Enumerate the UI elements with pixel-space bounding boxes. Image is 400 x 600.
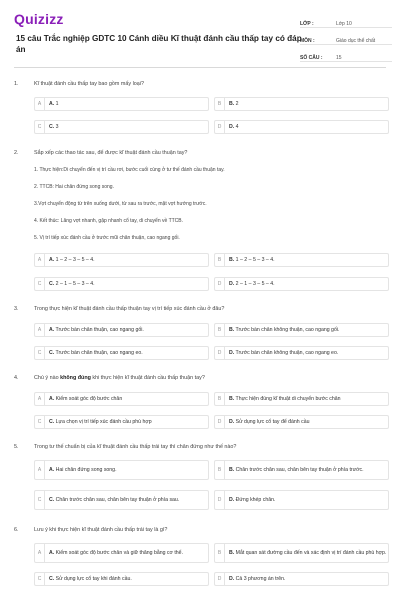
question-1 xyxy=(14,81,386,141)
option-letter: A xyxy=(35,461,45,479)
question-text: Kĩ thuật đánh cầu thấp tay bao gồm mấy loại? xyxy=(34,81,144,87)
option-d[interactable] xyxy=(214,490,389,510)
question-text: Trong tư thế chuẩn bị của kĩ thuật đánh cầu thấp trái tay thì chân đứng như thế nào? xyxy=(34,444,237,450)
option-key: A. xyxy=(49,100,55,107)
option-key: C. xyxy=(49,575,55,582)
option-key: A. xyxy=(49,326,55,333)
question-4 xyxy=(14,375,386,435)
option-b[interactable] xyxy=(214,253,389,267)
option-letter: A xyxy=(35,393,45,405)
question-text: Chú ý nào không đúng khi thực hiện kĩ thuật đánh cầu thấp thuận tay? xyxy=(34,375,205,381)
option-b[interactable] xyxy=(214,543,389,563)
meta-value: Giáo dục thể chất xyxy=(336,38,376,44)
option-letter: C xyxy=(35,416,45,428)
option-letter: D xyxy=(215,573,225,585)
option-text: Sử dụng lực cổ tay để đánh cầu xyxy=(235,418,310,425)
worksheet-meta xyxy=(300,13,392,64)
option-text: Thực hiện đúng kĩ thuật di chuyển bước chân xyxy=(235,395,341,402)
worksheet-title: 15 câu Trắc nghiệp GDTC 10 Cánh diều Kĩ thuật đánh cầu thấp tay có đáp án xyxy=(16,34,302,54)
option-key: D. xyxy=(229,418,235,425)
option-key: C. xyxy=(49,123,55,130)
option-letter: B xyxy=(215,254,225,266)
option-letter: C xyxy=(35,278,45,290)
option-letter: D xyxy=(215,416,225,428)
option-text: Lựa chọn vị trí tiếp xúc đánh cầu phù hợp xyxy=(55,418,152,425)
option-a[interactable] xyxy=(34,97,209,111)
option-c[interactable] xyxy=(34,277,209,291)
option-letter: B xyxy=(215,98,225,110)
option-b[interactable] xyxy=(214,323,389,337)
option-c[interactable] xyxy=(34,490,209,510)
option-key: B. xyxy=(229,395,235,402)
option-text: Trước bàn chân không thuận, cao ngang gối. xyxy=(235,326,340,333)
option-letter: B xyxy=(215,461,225,479)
option-key: B. xyxy=(229,100,235,107)
option-text: 1 xyxy=(55,100,59,107)
option-text: 2 – 1 – 5 – 3 – 4. xyxy=(55,280,95,287)
option-letter: B xyxy=(215,544,225,562)
option-letter: C xyxy=(35,121,45,133)
step-item: 1. Thực hiện:Di chuyển đến vị trí cầu rơi, bước cuối cùng ở tư thế đánh cầu thuận tay. xyxy=(34,167,225,173)
option-d[interactable] xyxy=(214,346,389,360)
option-a[interactable] xyxy=(34,543,209,563)
step-item: 2. TTCB: Hai chân đứng song song. xyxy=(34,184,114,190)
option-letter: A xyxy=(35,544,45,562)
option-key: B. xyxy=(229,466,235,473)
question-number: 3. xyxy=(14,306,19,312)
option-d[interactable] xyxy=(214,415,389,429)
meta-value: Lớp 10 xyxy=(336,21,352,27)
option-key: D. xyxy=(229,349,235,356)
option-key: B. xyxy=(229,549,235,556)
question-text: Trong thực hiện kĩ thuật đánh cầu thấp thuận tay vị trí tiếp xúc đánh cầu ở đâu? xyxy=(34,306,225,312)
option-text: Kiểm soát góc độ bước chân xyxy=(55,395,123,402)
meta-row-subject xyxy=(300,30,392,45)
option-key: B. xyxy=(229,326,235,333)
option-text: Cả 3 phương án trên. xyxy=(235,575,286,582)
question-number: 2. xyxy=(14,150,19,156)
quizizz-logo: Quizizz xyxy=(14,11,64,27)
option-key: A. xyxy=(49,549,55,556)
meta-label: LỚP : xyxy=(300,21,314,27)
option-letter: C xyxy=(35,573,45,585)
option-key: C. xyxy=(49,280,55,287)
option-letter: B xyxy=(215,393,225,405)
question-number: 1. xyxy=(14,81,19,87)
emphasis-text: không đúng xyxy=(60,375,91,381)
option-text: 3 xyxy=(55,123,59,130)
option-c[interactable] xyxy=(34,120,209,134)
option-key: C. xyxy=(49,418,55,425)
option-letter: A xyxy=(35,324,45,336)
option-text: Trước bàn chân thuận, cao ngang eo. xyxy=(55,349,143,356)
option-b[interactable] xyxy=(214,460,389,480)
option-letter: A xyxy=(35,254,45,266)
meta-row-class xyxy=(300,13,392,28)
option-key: C. xyxy=(49,496,55,503)
option-letter: A xyxy=(35,98,45,110)
option-text: Trước bàn chân thuận, cao ngang gối. xyxy=(55,326,144,333)
option-a[interactable] xyxy=(34,392,209,406)
option-b[interactable] xyxy=(214,97,389,111)
option-text: 1 – 2 – 3 – 5 – 4. xyxy=(55,256,95,263)
option-key: A. xyxy=(49,395,55,402)
option-text: Chân trước chân sau, chân bên tay thuận ở phía sau. xyxy=(55,496,180,503)
option-text: Mắt quan sát đường cầu đến và xác định vị trí đánh cầu phù hợp. xyxy=(235,549,387,556)
meta-value: 15 xyxy=(336,55,342,61)
meta-row-count xyxy=(300,47,392,62)
option-a[interactable] xyxy=(34,253,209,267)
question-number: 6. xyxy=(14,527,19,533)
option-text: 1 – 2 – 5 – 3 – 4. xyxy=(235,256,275,263)
option-letter: D xyxy=(215,278,225,290)
option-text: Sử dụng lực cổ tay khi đánh cầu. xyxy=(55,575,132,582)
option-key: A. xyxy=(49,256,55,263)
option-key: C. xyxy=(49,349,55,356)
question-number: 4. xyxy=(14,375,19,381)
option-b[interactable] xyxy=(214,392,389,406)
step-item: 3.Vợt chuyển động từ trên xuống dưới, từ sau ra trước, mặt vợt hướng trước. xyxy=(34,201,207,207)
meta-label: SỐ CÂU : xyxy=(300,55,323,61)
option-a[interactable] xyxy=(34,460,209,480)
option-d[interactable] xyxy=(214,572,389,586)
option-text: 2 xyxy=(235,100,239,107)
meta-label: MÔN : xyxy=(300,38,315,44)
question-6 xyxy=(14,527,386,597)
option-text: 4 xyxy=(235,123,239,130)
option-text: 2 – 1 – 3 – 5 – 4. xyxy=(235,280,275,287)
header-divider xyxy=(14,67,386,68)
option-text: Hai chân đứng song song. xyxy=(55,466,117,473)
option-key: D. xyxy=(229,575,235,582)
option-text: Đứng khép chân. xyxy=(235,496,276,503)
option-letter: D xyxy=(215,491,225,509)
question-3 xyxy=(14,306,386,366)
option-key: D. xyxy=(229,496,235,503)
option-text: Trước bàn chân không thuận, cao ngang eo. xyxy=(235,349,339,356)
question-text: Lưu ý khi thực hiện kĩ thuật đánh cầu thấp trái tay là gì? xyxy=(34,527,168,533)
option-key: B. xyxy=(229,256,235,263)
option-letter: C xyxy=(35,491,45,509)
option-text: Chân trước chân sau, chân bên tay thuận ở phía trước. xyxy=(235,466,364,473)
option-letter: D xyxy=(215,347,225,359)
option-letter: D xyxy=(215,121,225,133)
option-key: D. xyxy=(229,280,235,287)
option-letter: B xyxy=(215,324,225,336)
option-text: Kiểm soát góc độ bước chân và giữ thăng bằng cơ thể. xyxy=(55,549,184,556)
option-key: D. xyxy=(229,123,235,130)
step-item: 5. Vị trí tiếp xúc đánh cầu ở trước mũi chân thuận, cao ngang gối. xyxy=(34,235,180,241)
option-d[interactable] xyxy=(214,120,389,134)
question-number: 5. xyxy=(14,444,19,450)
option-c[interactable] xyxy=(34,415,209,429)
option-a[interactable] xyxy=(34,323,209,337)
question-text: Sắp xếp các thao tác sau, để được kĩ thuật đánh cầu thuận tay? xyxy=(34,150,188,156)
option-letter: C xyxy=(35,347,45,359)
option-key: A. xyxy=(49,466,55,473)
option-c[interactable] xyxy=(34,572,209,586)
step-item: 4. Kết thúc: Lăng vợt nhanh, gập nhanh cổ tay, di chuyển về TTCB. xyxy=(34,218,184,224)
option-d[interactable] xyxy=(214,277,389,291)
question-2 xyxy=(14,150,386,290)
question-5 xyxy=(14,444,386,516)
option-c[interactable] xyxy=(34,346,209,360)
